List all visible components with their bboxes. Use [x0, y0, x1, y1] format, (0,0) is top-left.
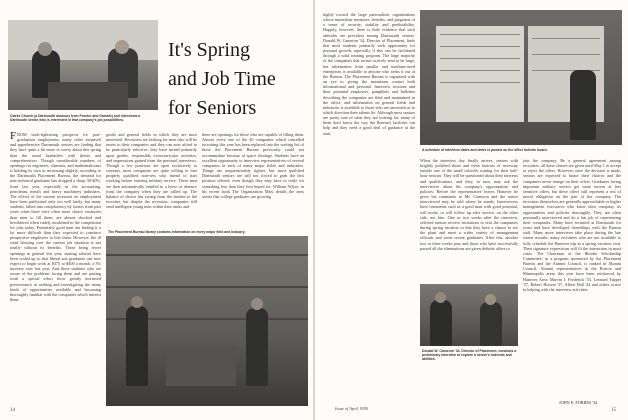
- cameron-interview-photo: [420, 284, 518, 346]
- library-photo-caption: The Placement Bureau library contains information on every major field and industry.: [108, 230, 246, 234]
- left-column-2: goods and general fields in which they are most interested. Recruiters are looking for men who will be assets to their companies and they can now afford to be particularly selective; they have turned primarily upon grades, responsible extracurricular activities, and impressions gained from the personal interviews. Though a few positions are open exclusively to veterans, most companies are quite willing to hire properly qualified non-vets who intend to start working before entering military service. These men are then automatically entitled to a leave of absence from the company when they are called up. The balance of choice has swung from the student to the recruiter, but despite the recession, companies still send intelligent young men within their ranks and: [106, 132, 197, 210]
- right-column-3: join the company. Be a general agreement among recruiters, all these classes are given until May 1 to accept or reject the offers. However, once the decision is made, seniors are expected to honor their choices and the companies never renege on their offers. Graduates facing important military service get more moves at less sensitive offers, but these offers still represent a test of moral obligation on the part of the company. The recruiters themselves are generally approachable or higher management executives who know their company, its opportunities and policies thoroughly. They are often personally interviewed and do a fair job of representing their companies. Many have recruited at Dartmouth for years and have developed friendships with the Bureau staff. Many more interviews take place during the late winter months, many recruiters who are not available to fully schedule the Hanover trip as a spring vacation visit. Their signature expressions will fit the interaction in most cases. The Chairman of the Rhodes Scholarship Committee, in a program sponsored by the Placement Bureau and the Alumni Council, is ranked in Alumni Council. Alumni representatives in the Boston and Minneapolis areas this year have been reinforced by Hanover Area: Marvin J. Frederick '33, Leonard Tupper '37, Robert Hoover '37, Albert Hall '44 and others active in helping with the interview activities.: [523, 158, 621, 292]
- right-page: [315, 0, 628, 420]
- article-byline: JOHN E. FORBES '34: [559, 400, 598, 405]
- issue-date: Issue of April 1958: [335, 406, 368, 411]
- right-page-number: 15: [611, 408, 616, 413]
- library-photo: [106, 236, 308, 406]
- left-page: [0, 0, 313, 420]
- article-title-line-2: and Job Time: [168, 68, 276, 90]
- left-column-1: [10, 132, 101, 404]
- left-column-3: there are openings for those who are capable of filling them. Almost every one of the 40 companies which cancelled recruiting this year has been replaced into the waiting list of those the Placement Bureau previously could not accommodate because of space shortage. Students have an excellent opportunity to interview representatives of several companies in each of many major fields and industries. Things are unquestionably tighter, but most qualified Dartmouth seniors are still not forced to grab the first position offered, even though they may have to settle for something less than they first hoped for. William Wlyer, in his recent book The Organization Man, details the ones senior that college graduates are growing: [202, 132, 304, 199]
- cameron-interview-caption: Donald W. Cameron '34, Director of Placement, conducts a preliminary interview to explore a senior's interests and abilities.: [422, 349, 517, 362]
- left-column-1-text: ROM sixth-tightening prospects for post-graduation employment, many other surprised and apprehensive Dartmouth seniors are finding that they have quite a bit more to worry about this spring than the usual headaches with theses and comprehensives. Though considerable numbers of openings for engineers, chemists, and mathematicians is holding its own or increasing slightly, according to the Dartmouth Placement Bureau, the demand for non-technical graduates has dropped a sharp 30-40%, from last year, especially in the accounting, petroleum, metals and heavy machinery industries. The effects of the current recession on employment have been publicized only too well lately, but many students, lulled into complacency by stories from past years when there were often more choice vacancies than men to fill them, are almost shocked and bewildered when rudely awakened to the competition for jobs today. Potentially good men are finding it a lot more difficult than they expected to convince prospective employers to hire them. However, the ill wind blowing over the current job situation is not totally without its benefits. Those being fewer openings in general this year, starting salaries have been scaled up so that liberal arts graduates can now expect to begin work at $375 to $400 a month, a 3% increase over last year. And those students who are aware of the problems facing them and are putting forth a special effort show greatly increased perseverance in seeking and investigating the many kinds of opportunities available and becoming thoroughly familiar with the companies which interest them.: [10, 132, 101, 302]
- article-title-line-1: It's Spring: [168, 39, 250, 61]
- bulletin-board-photo: [420, 10, 622, 145]
- bulletin-board-photo-caption: A schedule of interview dates and times is posted on the office bulletin board.: [422, 148, 548, 152]
- article-title: [168, 36, 310, 123]
- article-title-line-3: for Seniors: [168, 97, 257, 119]
- interview-photo-caption: Clarke Church (a Dartmouth alumnus from Procter and Gamble) and interviews a Dartmouth senior who is interested in that company's job possibilities.: [10, 114, 141, 123]
- right-column-2: When the interview day finally arrives, seniors with brightly polished shoes and fresh haircuts of necessity outside one of the small cubicles waiting for their half-hour session. They will be questioned about their interests and qualifications, and they, in turn, may ask the interviewer about his company's opportunities and policies. Before the representative leaves Hanover he gives his comments to Mr. Cameron and the senior interviewed may be told where he stands. Interviewers have comments such as a good man with good potential, will invite, or will follow up after service, on the other side, not hire. One or two weeks after the interview, selected seniors receive invitations to visit the companies during spring vacation so that they have a chance to see the plant and meet a wider variety of management officials and some recent graduates. After this, another two or three weeks pass and those who have successfully passed all the eliminations are given definite offers to: [420, 158, 518, 251]
- left-page-number: 14: [10, 408, 15, 413]
- interview-photo: [8, 20, 158, 110]
- drop-cap: F: [10, 132, 17, 142]
- right-column-1: highly toward the large paternalistic organizations whose immediate measures, benefits, and programs of a sense of security, stability and predictability. Happily, however, there is little evidence that such attitudes are prevalent among Dartmouth seniors. Donald W. Cameron '34, Director of Placement, finds that most students primarily seek opportunity for personal growth, especially if this can be facilitated through a solid training program. The large majority of the companies that recruit actively tend to be large, but information from smaller and medium-sized enterprises is available to anyone who seeks it out at the Bureau. The Placement Bureau is organized with an eye to giving the maximum contact both informational and personal. Interview sessions and their potential employers, pamphlets and bulletins describing the companies are filed and maintained in the office, and information on general fields and industries is available to those who are uncertain as to which direction their talents lie. Although most seniors are pretty sure of what they are looking for, many of them don't know the way the Bureau's facilities can help and they need a good deal of guidance at the start.: [323, 12, 415, 136]
